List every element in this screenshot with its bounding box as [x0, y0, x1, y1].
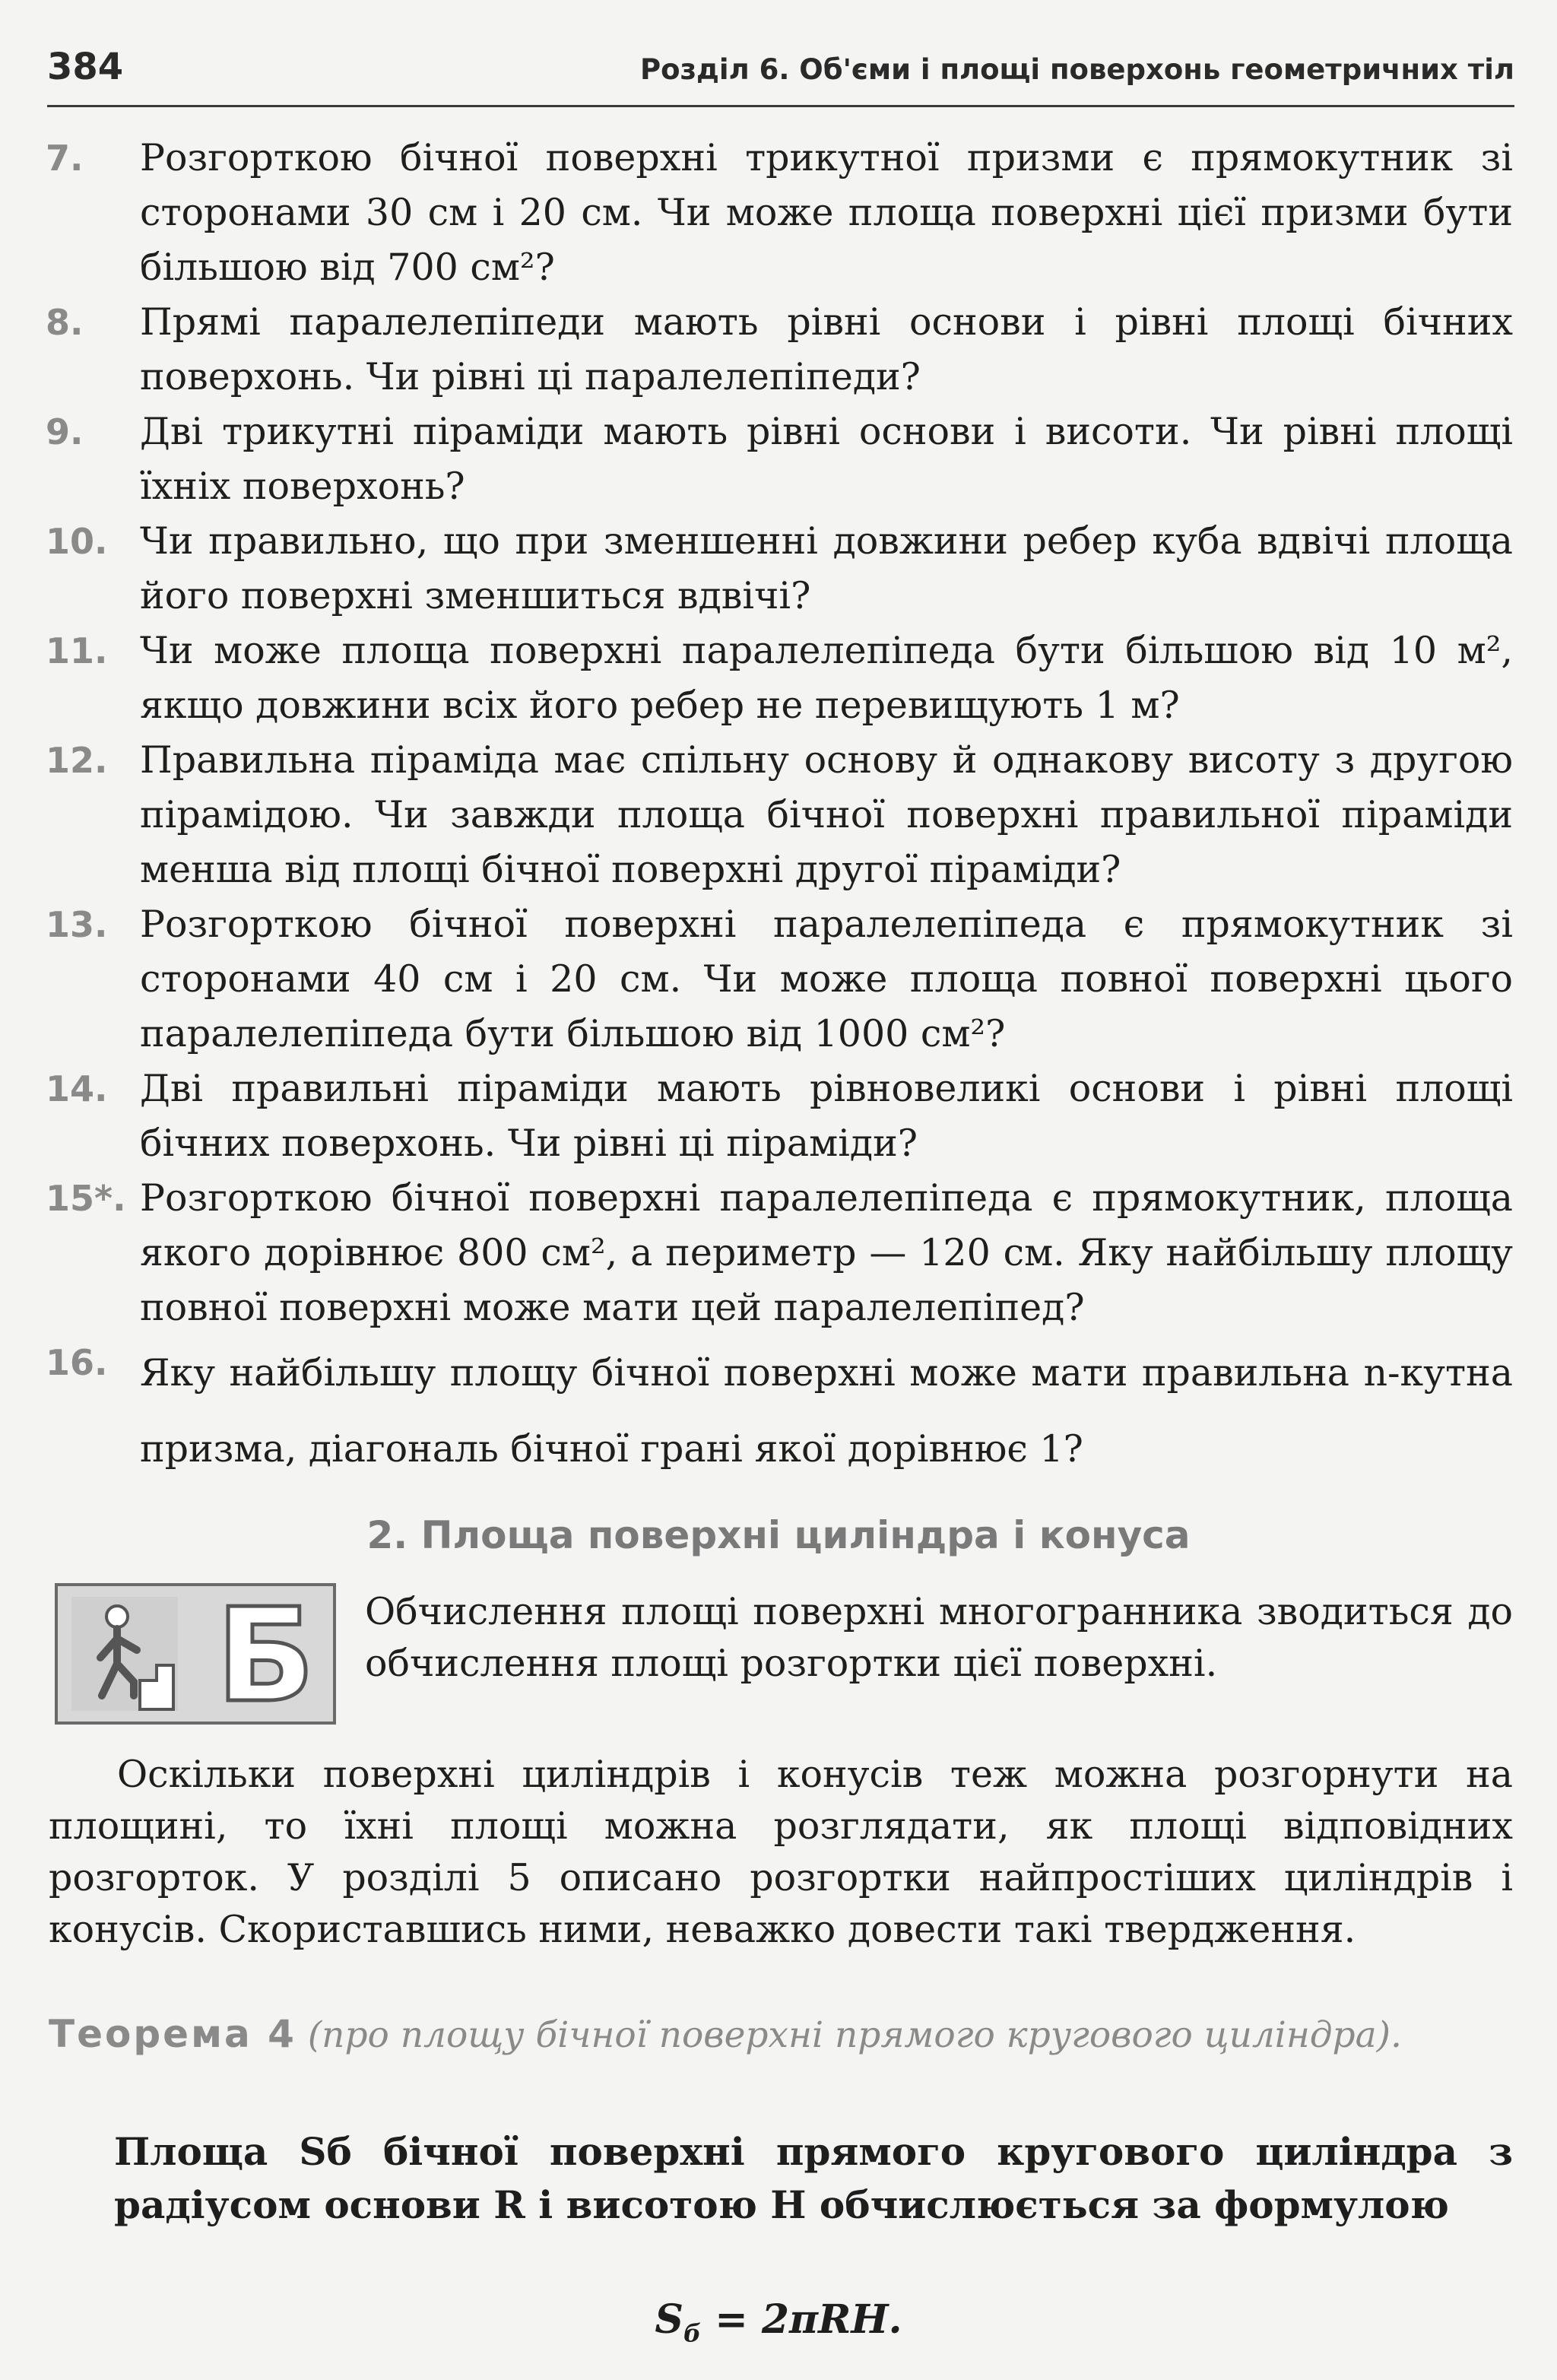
page-number: 384: [47, 46, 124, 88]
problem-item: [46, 624, 1513, 733]
section-intro: Обчислення площі поверхні многогранника зводиться до обчислення площі розгортки цієї поверхні.: [365, 1590, 1513, 1685]
problem-item: [46, 733, 1513, 897]
climbing-person-icon: [71, 1597, 178, 1711]
problem-number: 12.: [46, 740, 108, 781]
page-header: [47, 44, 1514, 107]
problem-number: 9.: [46, 411, 84, 452]
problem-text: Прямі паралелепіпеди мають рівні основи і рівні площі бічних поверхонь. Чи рівні ці паралелепіпеди?: [140, 300, 1513, 398]
problem-item: [46, 897, 1513, 1061]
problem-text: Дві трикутні піраміди мають рівні основи і висоти. Чи рівні площі їхніх поверхонь?: [140, 410, 1513, 508]
section-title: 2. Площа поверхні циліндра і конуса: [366, 1513, 1191, 1557]
problem-item: [46, 295, 1513, 405]
problem-item: [46, 1335, 1513, 1487]
problem-number: 11.: [46, 630, 108, 671]
theorem-note: (про площу бічної поверхні прямого кругового циліндра).: [307, 2014, 1402, 2056]
level-letter: Б: [216, 1581, 315, 1731]
area-formula: [0, 2296, 1557, 2347]
formula-rhs: = 2πRH.: [715, 2296, 902, 2343]
problem-number: 14.: [46, 1068, 108, 1109]
problem-number: 13.: [46, 904, 108, 945]
formula-lhs: S: [655, 2296, 683, 2343]
problem-text: Дві правильні піраміди мають рівновеликі основи і рівні площі бічних поверхонь. Чи рівні ці піраміди?: [140, 1067, 1513, 1165]
theorem-heading: [49, 2007, 1513, 2062]
problem-text: Яку найбільшу площу бічної поверхні може мати правильна n-кутна призма, діагональ бічної грані якої дорівнює 1?: [140, 1351, 1513, 1471]
problem-number: 8.: [46, 302, 84, 343]
problem-text: Розгорткою бічної поверхні паралелепіпеда є прямокутник зі сторонами 40 см і 20 см. Чи може площа повної поверхні цього паралелепіпеда бути більшою від 1000 см²?: [140, 903, 1513, 1055]
problem-text: Розгорткою бічної поверхні паралелепіпеда є прямокутник, площа якого дорівнює 800 см², а периметр — 120 см. Яку найбільшу площу повної поверхні може мати цей паралелепіпед?: [140, 1176, 1513, 1329]
problem-number: 16.: [46, 1342, 108, 1383]
problem-item: [46, 131, 1513, 295]
problem-item: [46, 1171, 1513, 1335]
problem-number: 10.: [46, 521, 108, 562]
problem-text: Розгорткою бічної поверхні трикутної призми є прямокутник зі сторонами 30 см і 20 см. Чи може площа поверхні цієї призми бути більшою від 700 см²?: [140, 136, 1513, 289]
problem-text: Правильна піраміда має спільну основу й однакову висоту з другою пірамідою. Чи завжди площа бічної поверхні правильної піраміди менша від площі бічної поверхні другої піраміди?: [140, 738, 1513, 891]
theorem-label: Теорема 4: [49, 2012, 296, 2056]
problem-item: [46, 405, 1513, 514]
problem-number: 15*.: [46, 1178, 126, 1219]
problem-list: [46, 131, 1513, 1487]
chapter-title: Розділ 6. Об'єми і площі поверхонь геометричних тіл: [640, 53, 1514, 86]
problem-number: 7.: [46, 138, 84, 179]
problem-text: Чи правильно, що при зменшенні довжини ребер куба вдвічі площа його поверхні зменшиться вдвічі?: [140, 519, 1513, 617]
formula-subscript: б: [683, 2318, 702, 2348]
level-b-logo: [55, 1581, 336, 1731]
problem-item: [46, 1061, 1513, 1171]
theorem-statement: Площа Sб бічної поверхні прямого кругового циліндра з радіусом основи R і висотою H обчислюється за формулою: [114, 2129, 1513, 2227]
section-paragraph: Оскільки поверхні циліндрів і конусів теж можна розгорнути на площині, то їхні площі можна розглядати, як площі відповідних розгорток. У розділі 5 описано розгортки найпростіших циліндрів і конусів. Скориставшись ними, неважко довести такі твердження.: [49, 1753, 1513, 1951]
problem-text: Чи може площа поверхні паралелепіпеда бути більшою від 10 м², якщо довжини всіх його ребер не перевищують 1 м?: [140, 629, 1513, 727]
problem-item: [46, 514, 1513, 624]
